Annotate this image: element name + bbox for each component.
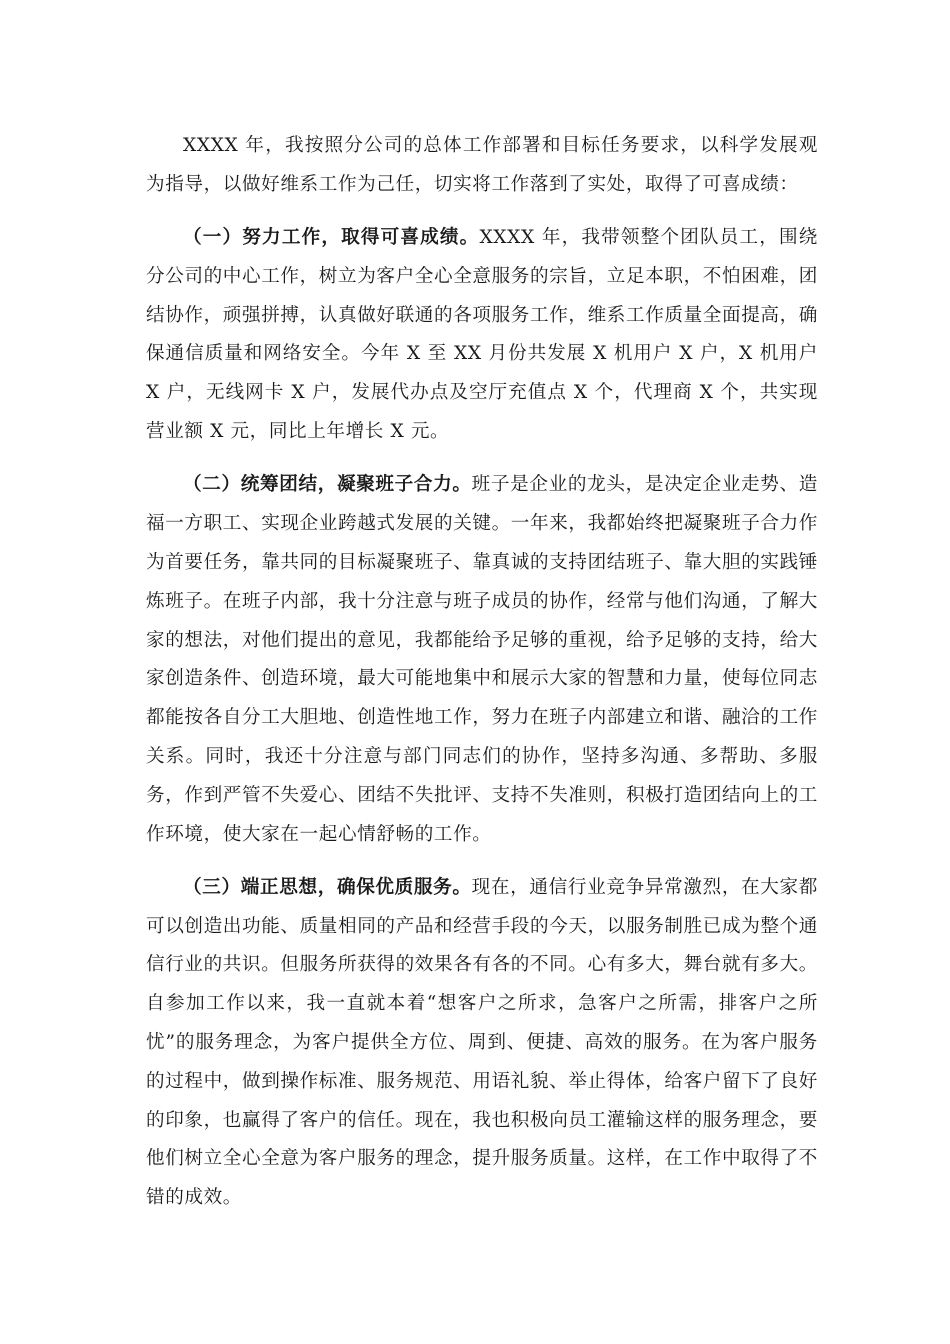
section-3-heading: （三）端正思想，确保优质服务。 (183, 876, 472, 898)
section-2-body: 班子是企业的龙头，是决定企业走势、造福一方职工、实现企业跨越式发展的关键。一年来，我都始终把凝聚班子合力作为首要任务，靠共同的目标凝聚班子、靠真诚的支持团结班子、靠大胆的实践锤炼班子。在班子内部，我十分注意与班子成员的协作，经常与他们沟通，了解大家的想法，对他们提出的意见，我都能给予足够的重视，给予足够的支持，给大家创造条件、创造环境，最大可能地集中和展示大家的智慧和力量，使每位同志都能按各自分工大胆地、创造性地工作，努力在班子内部建立和谐、融洽的工作关系。同时，我还十分注意与部门同志们的协作，坚持多沟通、多帮助、多服务，作到严管不失爱心、团结不失批评、支持不失准则，积极打造团结向上的工作环境，使大家在一起心情舒畅的工作。 (146, 474, 818, 845)
document-page (146, 127, 818, 1218)
intro-text: XXXX 年，我按照分公司的总体工作部署和目标任务要求，以科学发展观为指导，以做好维系工作为己任，切实将工作落到了实处，取得了可喜成绩： (146, 135, 818, 195)
section-1-paragraph (146, 219, 818, 452)
section-3-paragraph (146, 869, 818, 1218)
section-3-body: 现在，通信行业竞争异常激烈，在大家都可以创造出功能、质量相同的产品和经营手段的今天，以服务制胜已成为整个通信行业的共识。但服务所获得的效果各有各的不同。心有多大，舞台就有多大。自参加工作以来，我一直就本着“想客户之所求，急客户之所需，排客户之所忧”的服务理念，为客户提供全方位、周到、便捷、高效的服务。在为客户服务的过程中，做到操作标准、服务规范、用语礼貌、举止得体，给客户留下了良好的印象，也赢得了客户的信任。现在，我也积极向员工灌输这样的服务理念，要他们树立全心全意为客户服务的理念，提升服务质量。这样，在工作中取得了不错的成效。 (146, 876, 818, 1209)
section-1-heading: （一）努力工作，取得可喜成绩。 (183, 227, 480, 249)
section-2-paragraph (146, 466, 818, 854)
section-2-heading: （二）统筹团结，凝聚班子合力。 (183, 474, 472, 496)
intro-paragraph (146, 127, 818, 205)
section-1-body: XXXX 年，我带领整个团队员工，围绕分公司的中心工作，树立为客户全心全意服务的宗旨，立足本职，不怕困难，团结协作，顽强拼搏，认真做好联通的各项服务工作，维系工作质量全面提高，确保通信质量和网络安全。今年 X 至 XX 月份共发展 X 机用户 X 户，X 机用户 X 户，无线网卡 X 户，发展代办点及空厅充值点 X 个，代理商 X 个，共实现营业额 X 元，同比上年增长 X 元。 (146, 227, 818, 443)
